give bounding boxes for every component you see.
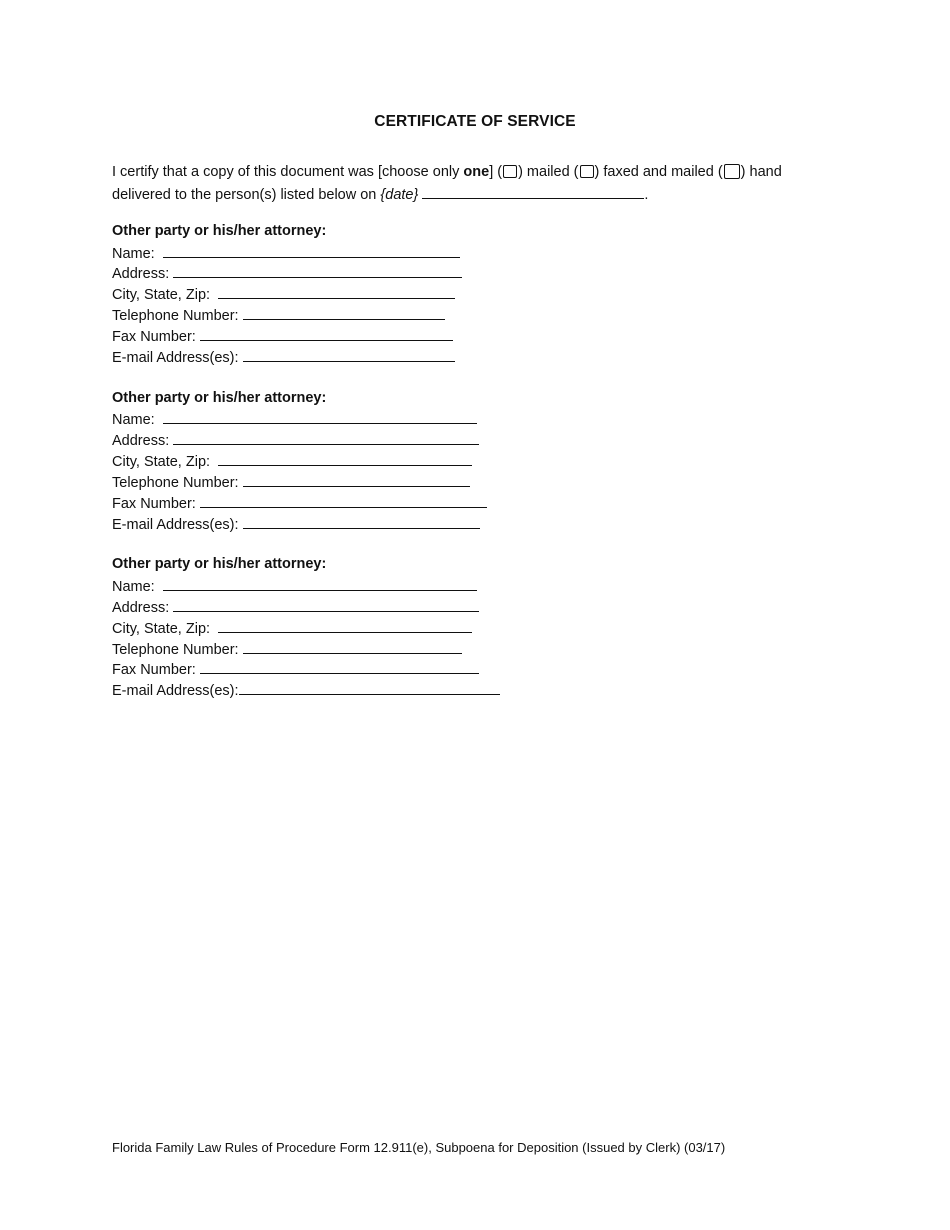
block-2-name-row [112, 409, 477, 429]
email-field[interactable] [239, 680, 500, 695]
block-1-address-row [112, 263, 462, 283]
email-field[interactable] [243, 347, 455, 362]
name-field[interactable] [163, 243, 460, 258]
fax-label: Fax Number: [112, 662, 196, 678]
telephone-label: Telephone Number: [112, 642, 239, 658]
date-label: {date} [380, 187, 419, 203]
name-label: Name: [112, 412, 155, 428]
city-state-zip-field[interactable] [218, 284, 455, 299]
email-field[interactable] [243, 514, 480, 529]
block-3-fax-row [112, 659, 479, 679]
name-field[interactable] [163, 409, 477, 424]
city-state-zip-field[interactable] [218, 451, 472, 466]
fax-field[interactable] [200, 659, 479, 674]
certify-one-emphasis: one [463, 164, 490, 180]
fax-field[interactable] [200, 493, 487, 508]
telephone-label: Telephone Number: [112, 475, 239, 491]
city-state-zip-label: City, State, Zip: [112, 454, 211, 470]
address-field[interactable] [173, 263, 462, 278]
telephone-field[interactable] [243, 472, 470, 487]
email-label: E-mail Address(es): [112, 350, 239, 366]
page-title: CERTIFICATE OF SERVICE [374, 113, 576, 130]
telephone-label: Telephone Number: [112, 308, 239, 324]
block-3-city-row [112, 618, 472, 638]
email-label: E-mail Address(es): [112, 517, 239, 533]
delivered-text: delivered to the person(s) listed below on [112, 187, 381, 203]
fax-label: Fax Number: [112, 496, 196, 512]
block-3-name-row [112, 576, 477, 596]
block-3-telephone-row [112, 639, 462, 659]
form-footer: Florida Family Law Rules of Procedure Form 12.911(e), Subpoena for Deposition (Issued by Clerk) (03/17) [112, 1140, 726, 1155]
city-state-zip-field[interactable] [218, 618, 472, 633]
name-label: Name: [112, 579, 155, 595]
faxed-and-mailed-checkbox[interactable] [580, 165, 594, 178]
hand-delivered-checkbox[interactable] [724, 164, 740, 179]
city-state-zip-label: City, State, Zip: [112, 621, 211, 637]
address-field[interactable] [173, 597, 479, 612]
address-label: Address: [112, 433, 170, 449]
email-label: E-mail Address(es): [112, 683, 239, 699]
telephone-field[interactable] [243, 305, 445, 320]
block-2-address-row [112, 430, 479, 450]
fax-field[interactable] [200, 326, 453, 341]
block-1-email-row [112, 347, 455, 367]
block-2-heading: Other party or his/her attorney: [112, 390, 327, 406]
block-1-heading: Other party or his/her attorney: [112, 223, 327, 239]
address-label: Address: [112, 266, 170, 282]
telephone-field[interactable] [243, 639, 462, 654]
block-1-telephone-row [112, 305, 445, 325]
block-2-telephone-row [112, 472, 470, 492]
block-2-email-row [112, 514, 480, 534]
address-field[interactable] [173, 430, 479, 445]
block-3-heading: Other party or his/her attorney: [112, 556, 327, 572]
city-state-zip-label: City, State, Zip: [112, 287, 211, 303]
block-1-fax-row [112, 326, 453, 346]
faxed-and-mailed-label: ) faxed and mailed ( [594, 164, 723, 180]
block-3-address-row [112, 597, 479, 617]
name-label: Name: [112, 246, 155, 262]
block-2-fax-row [112, 493, 487, 513]
mailed-checkbox[interactable] [503, 165, 517, 178]
name-field[interactable] [163, 576, 477, 591]
block-1-city-row [112, 284, 455, 304]
block-1-name-row [112, 243, 460, 263]
block-2-city-row [112, 451, 472, 471]
certify-line-2 [112, 184, 648, 204]
address-label: Address: [112, 600, 170, 616]
date-field[interactable] [422, 184, 644, 199]
certify-line-1 [112, 163, 782, 181]
fax-label: Fax Number: [112, 329, 196, 345]
certify-bracket-close: ] ( [489, 164, 503, 180]
date-period: . [644, 187, 649, 203]
mailed-label: ) mailed ( [518, 164, 579, 180]
certify-text: I certify that a copy of this document was [choose only [112, 164, 464, 180]
hand-label: ) hand [740, 164, 782, 180]
block-3-email-row [112, 680, 500, 700]
